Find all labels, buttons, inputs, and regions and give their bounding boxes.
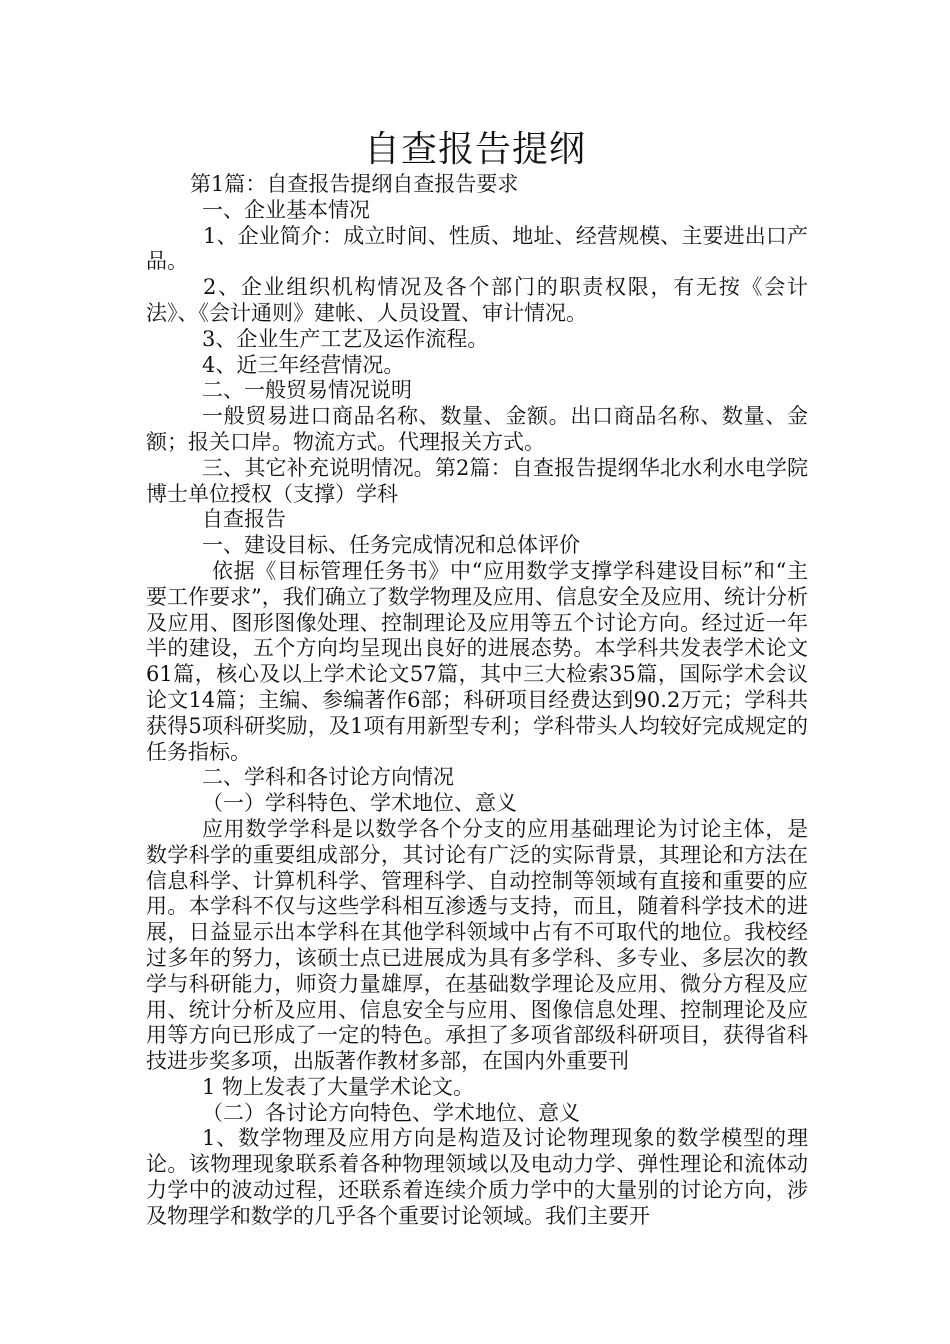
document-body	[146, 172, 808, 1230]
paragraph: 1、数学物理及应用方向是构造及讨论物理现象的数学模型的理论。该物理现象联系着各种物理领域以及电动力学、弹性理论和流体动力学中的波动过程，还联系着连续介质力学中的大量别的讨论方向，涉及物理学和数学的几乎各个重要讨论领域。我们主要开	[146, 1126, 808, 1228]
paragraph: 2、企业组织机构情况及各个部门的职责权限，有无按《会计法》、《会计通则》建帐、人员设置、审计情况。	[146, 275, 808, 325]
section-heading: 二、一般贸易情况说明	[202, 378, 412, 403]
section-heading: 第1篇：自查报告提纲自查报告要求	[190, 172, 519, 196]
paragraph: 依据《目标管理任务书》中“应用数学支撑学科建设目标”和“主要工作要求”，我们确立了数学物理及应用、信息安全及应用、统计分析及应用、图形图像处理、控制理论及应用等五个讨论方向。经过近一年半的建设，五个方向均呈现出良好的进展态势。本学科共发表学术论文61篇，核心及以上学术论文57篇，其中三大检索35篇，国际学术会议论文14篇；主编、参编著作6部；科研项目经费达到90.2万元；学科共获得5项科研奖励，及1项有用新型专利；学科带头人均较好完成规定的任务指标。	[146, 558, 808, 764]
paragraph: 三、其它补充说明情况。第2篇：自查报告提纲华北水利水电学院博士单位授权（支撑）学科	[146, 455, 808, 506]
section-heading: 一、企业基本情况	[202, 197, 370, 222]
paragraph: 应用数学学科是以数学各个分支的应用基础理论为讨论主体，是数学科学的重要组成部分，其讨论有广泛的实际背景，其理论和方法在信息科学、计算机科学、管理科学、自动控制等领域有直接和重要的应用。本学科不仅与这些学科相互渗透与支持，而且，随着科学技术的进展，日益显示出本学科在其他学科领域中占有不可取代的地位。我校经过多年的努力，该硕士点已进展成为具有多学科、多专业、多层次的教学与科研能力，师资力量雄厚，在基础数学理论及应用、微分方程及应用、统计分析及应用、信息安全与应用、图像信息处理、控制理论及应用等方向已形成了一定的特色。承担了多项省部级科研项目，获得省科技进步奖多项，出版著作教材多部，在国内外重要刊	[146, 816, 808, 1074]
section-heading: 二、学科和各讨论方向情况	[202, 765, 454, 790]
section-heading: 一、建设目标、任务完成情况和总体评价	[202, 533, 580, 558]
paragraph: 3、企业生产工艺及运作流程。	[202, 326, 489, 351]
subsection-heading: （二）各讨论方向特色、学术地位、意义	[202, 1100, 580, 1125]
subsection-heading: （一）学科特色、学术地位、意义	[202, 791, 517, 816]
paragraph: 4、近三年经营情况。	[202, 352, 405, 377]
paragraph: 1 物上发表了大量学术论文。	[202, 1074, 475, 1099]
section-heading: 自查报告	[202, 507, 286, 532]
document-title: 自查报告提纲	[363, 129, 586, 170]
paragraph: 一般贸易进口商品名称、数量、金额。出口商品名称、数量、金额；报关口岸。物流方式。代理报关方式。	[146, 404, 808, 454]
paragraph: 1、企业简介：成立时间、性质、地址、经营规模、主要进出口产品。	[146, 223, 808, 274]
